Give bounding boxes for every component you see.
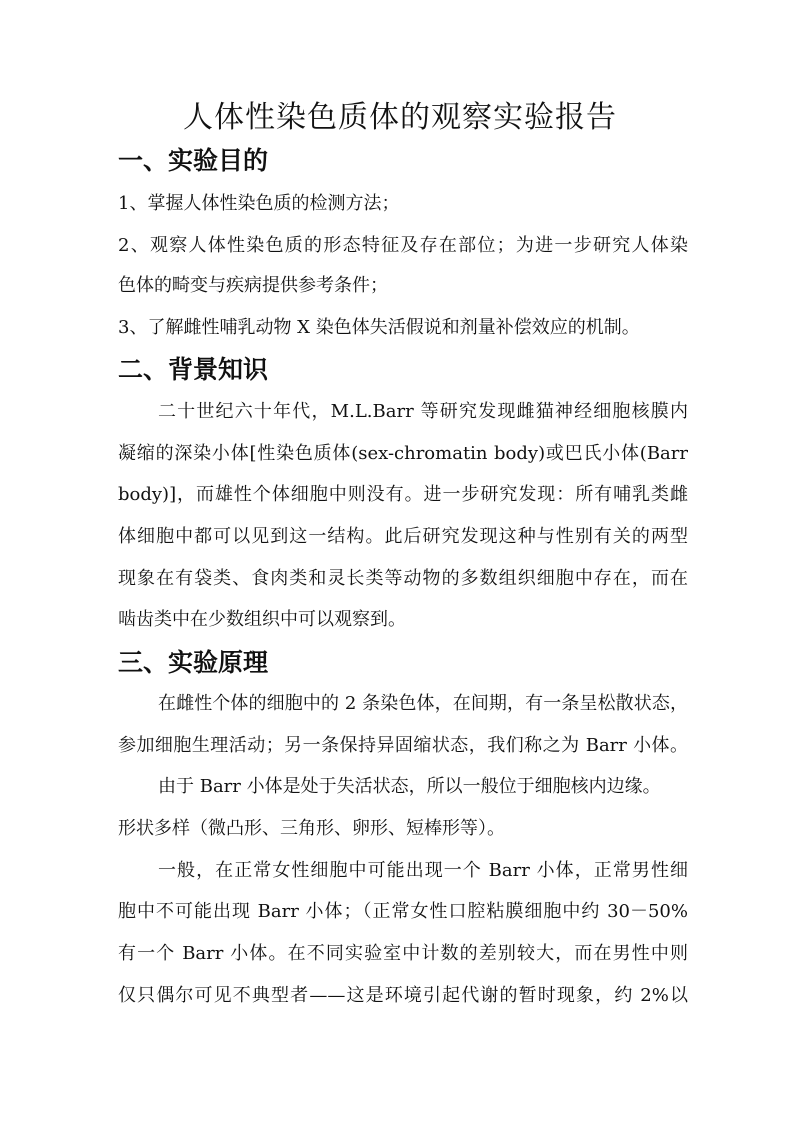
paragraph-line: 体细胞中都可以见到这一结构。此后研究发现这种与性别有关的两型 xyxy=(118,526,688,547)
paragraph-line: 啮齿类中在少数组织中可以观察到。 xyxy=(118,609,406,630)
section-heading-background: 二、背景知识 xyxy=(118,355,269,384)
paragraph-line: 由于 Barr 小体是处于失活状态，所以一般位于细胞核内边缘。 xyxy=(158,776,661,797)
document-title: 人体性染色质体的观察实验报告 xyxy=(183,100,617,135)
section-heading-principle: 三、实验原理 xyxy=(118,648,269,677)
paragraph-line: 二十世纪六十年代，M.L.Barr 等研究发现雌猫神经细胞核膜内 xyxy=(158,401,688,422)
section-heading-purpose: 一、实验目的 xyxy=(118,146,269,175)
paragraph-line: 在雌性个体的细胞中的 2 条染色体，在间期，有一条呈松散状态， xyxy=(158,693,688,714)
paragraph-line: 1、掌握人体性染色质的检测方法； xyxy=(118,193,400,214)
paragraph-line: 2、观察人体性染色质的形态特征及存在部位；为进一步研究人体染 xyxy=(118,235,688,256)
paragraph-line: body)]，而雄性个体细胞中则没有。进一步研究发现：所有哺乳类雌 xyxy=(118,484,688,505)
paragraph-line: 参加细胞生理活动；另一条保持异固缩状态，我们称之为 Barr 小体。 xyxy=(118,735,688,756)
paragraph-line: 凝缩的深染小体[性染色质体(sex-chromatin body)或巴氏小体(Barr xyxy=(118,443,688,464)
paragraph-line: 3、了解雌性哺乳动物 X 染色体失活假说和剂量补偿效应的机制。 xyxy=(118,317,640,338)
paragraph-line: 现象在有袋类、食肉类和灵长类等动物的多数组织细胞中存在，而在 xyxy=(118,568,688,589)
paragraph-line: 胞中不可能出现 Barr 小体；（正常女性口腔粘膜细胞中约 30－50% xyxy=(118,901,688,922)
paragraph-line: 形状多样（微凸形、三角形、卵形、短棒形等）。 xyxy=(118,818,505,839)
paragraph-line: 色体的畸变与疾病提供参考条件； xyxy=(118,275,388,296)
paragraph-line: 仅只偶尔可见不典型者——这是环境引起代谢的暂时现象，约 2%以 xyxy=(118,985,688,1006)
paragraph-line: 有一个 Barr 小体。在不同实验室中计数的差别较大，而在男性中则 xyxy=(118,943,688,964)
paragraph-line: 一般，在正常女性细胞中可能出现一个 Barr 小体，正常男性细 xyxy=(158,860,688,881)
